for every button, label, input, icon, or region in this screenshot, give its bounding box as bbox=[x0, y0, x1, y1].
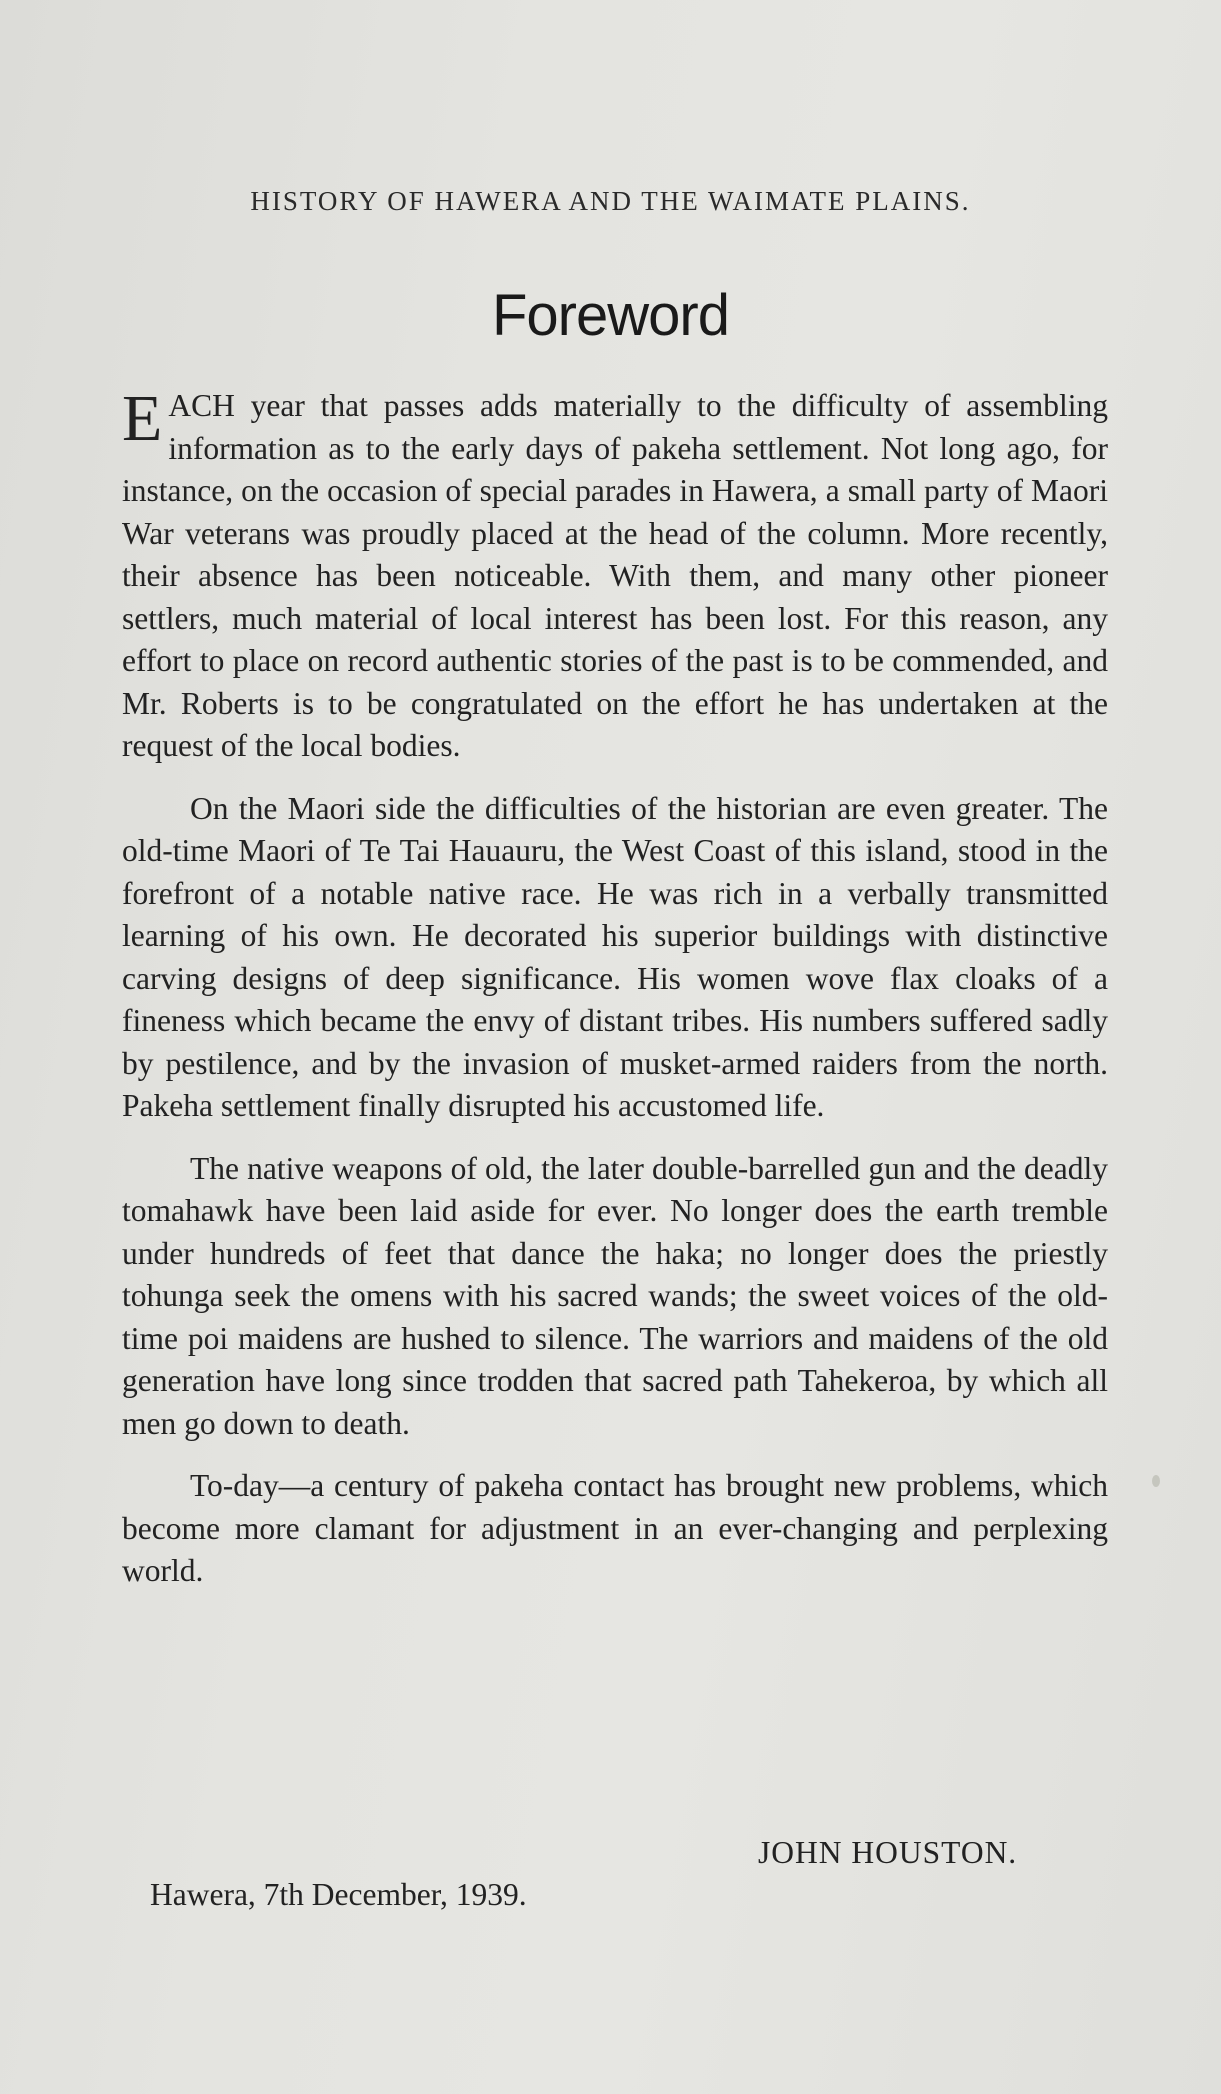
page-title: Foreword bbox=[492, 283, 729, 348]
paragraph-2: On the Maori side the difficulties of the historian are even greater. The old-time Maori of Te Tai Hauauru, the West Coast of this island, stood in the forefront of a notable native race. He was rich in a verbally transmitted learning of his own. He decorated his superior buildings with distinctive carving designs of deep significance. His women wove flax cloaks of a fineness which became the envy of distant tribes. His numbers suffered sadly by pestilence, and by the invasion of musket-armed raiders from the north. Pakeha settlement finally disrupted his accustomed life. bbox=[122, 790, 1108, 1123]
paragraph-1-text: ACH year that passes adds materially to the difficulty of assembling information as to the early days of pakeha settlement. Not long ago, for instance, on the occasion of special parades in Hawera, a small party of Maori War veterans was proudly placed at the head of the column. More recently, their absence has been noticeable. With them, and many other pioneer settlers, much material of local interest has been lost. For this reason, any effort to place on record authentic stories of the past is to be commended, and Mr. Roberts is to be congratulated on the effort he has undertaken at the request of the local bodies. bbox=[122, 388, 1108, 763]
paper-speck bbox=[1152, 1475, 1160, 1487]
paragraph-3: The native weapons of old, the later double-barrelled gun and the deadly tomahawk have been laid aside for ever. No longer does the earth tremble under hundreds of feet that dance the haka; no longer does the priestly tohunga seek the omens with his sacred wands; the sweet voices of the old-time poi maidens are hushed to silence. The warriors and maidens of the old generation have long since trodden that sacred path Tahekeroa, by which all men go down to death. bbox=[122, 1150, 1108, 1441]
paragraph-1 bbox=[122, 382, 1108, 768]
signature: JOHN HOUSTON. bbox=[758, 1835, 1018, 1870]
foreword-body bbox=[122, 382, 1108, 1613]
paragraph-4: To-day—a century of pakeha contact has brought new problems, which become more clamant for adjustment in an ever-changing and perplexing world. bbox=[122, 1468, 1108, 1588]
place-date: Hawera, 7th December, 1939. bbox=[150, 1877, 527, 1912]
running-head: HISTORY OF HAWERA AND THE WAIMATE PLAINS. bbox=[250, 186, 971, 216]
drop-cap: E bbox=[122, 382, 163, 455]
